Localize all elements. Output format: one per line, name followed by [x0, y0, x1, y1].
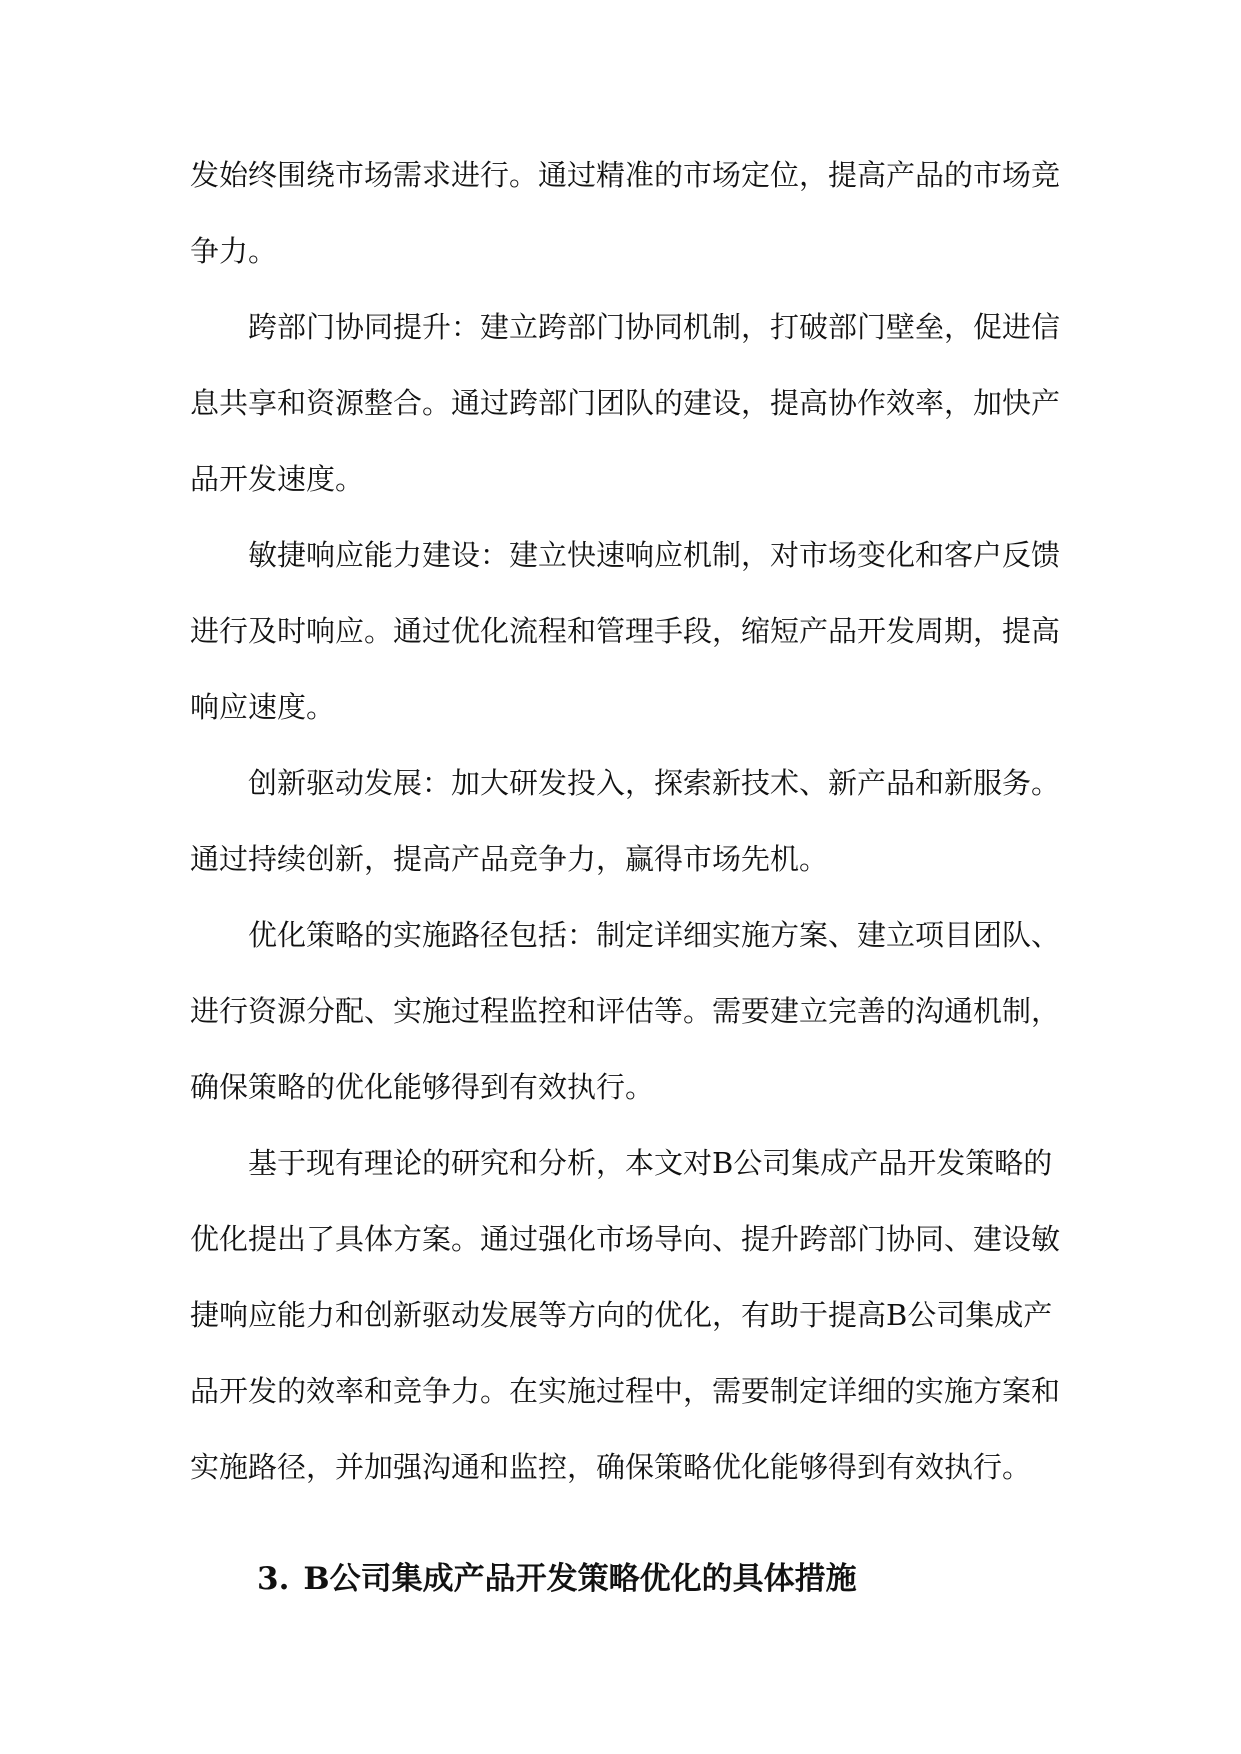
paragraph-implementation-path — [190, 897, 1090, 1125]
text-line: 进行资源分配、实施过程监控和评估等。需要建立完善的沟通机制， — [190, 994, 1061, 1028]
body-text — [190, 137, 1090, 1505]
text-line: 创新驱动发展：加大研发投入，探索新技术、新产品和新服务。 — [248, 766, 1061, 800]
paragraph-cross-department — [190, 289, 1090, 517]
heading-title: B公司集成产品开发策略优化的具体措施 — [303, 1561, 857, 1597]
text-line: 跨部门协同提升：建立跨部门协同机制，打破部门壁垒，促进信 — [248, 310, 1061, 344]
text-line: 息共享和资源整合。通过跨部门团队的建设，提高协作效率，加快产 — [190, 386, 1061, 420]
text-line: 优化提出了具体方案。通过强化市场导向、提升跨部门协同、建设敏 — [190, 1222, 1061, 1256]
text-line: 捷响应能力和创新驱动发展等方向的优化，有助于提高B公司集成产 — [190, 1298, 1053, 1332]
text-line: 响应速度。 — [190, 690, 336, 724]
text-line: 优化策略的实施路径包括：制定详细实施方案、建立项目团队、 — [248, 918, 1061, 952]
text-line: 品开发速度。 — [190, 462, 365, 496]
text-line: 确保策略的优化能够得到有效执行。 — [190, 1070, 655, 1104]
paragraph-agile-response — [190, 517, 1090, 745]
text-line: 基于现有理论的研究和分析，本文对B公司集成产品开发策略的 — [248, 1146, 1053, 1180]
paragraph-continuation — [190, 137, 1090, 289]
text-line: 争力。 — [190, 234, 278, 268]
text-line: 实施路径，并加强沟通和监控，确保策略优化能够得到有效执行。 — [190, 1450, 1032, 1484]
text-line: 敏捷响应能力建设：建立快速响应机制，对市场变化和客户反馈 — [248, 538, 1061, 572]
text-line: 通过持续创新，提高产品竞争力，赢得市场先机。 — [190, 842, 829, 876]
paragraph-summary — [190, 1125, 1090, 1505]
text-line: 品开发的效率和竞争力。在实施过程中，需要制定详细的实施方案和 — [190, 1374, 1061, 1408]
paragraph-innovation — [190, 745, 1090, 897]
section-heading — [257, 1541, 857, 1617]
text-line: 进行及时响应。通过优化流程和管理手段，缩短产品开发周期，提高 — [190, 614, 1061, 648]
heading-number: 3. — [257, 1561, 290, 1597]
text-line: 发始终围绕市场需求进行。通过精准的市场定位，提高产品的市场竞 — [190, 158, 1061, 192]
